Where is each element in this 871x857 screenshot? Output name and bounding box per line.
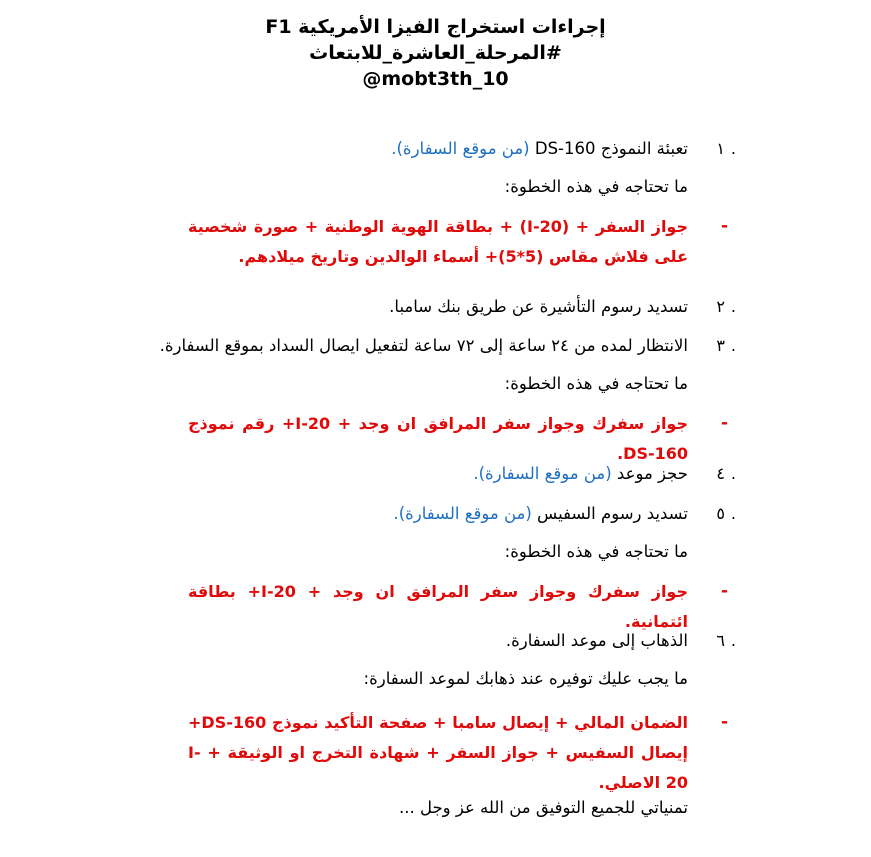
step-number: ١ . [716,139,736,158]
step-note: (من موقع السفارة). [473,464,612,483]
need-label: ما تحتاجه في هذه الخطوة: [504,177,688,196]
requirements-step5: جواز سفرك وجواز سفر المرافق ان وجد + I-20+ بطاقة ائتمانية. [188,582,688,631]
step-number: ٤ . [716,464,736,483]
title-block [0,14,871,92]
step-number: ٣ . [716,336,736,355]
requirements-step3: جواز سفرك وجواز سفر المرافق ان وجد + I-20+ رقم نموذج DS-160. [188,414,688,463]
bullet-dash: - [720,712,728,732]
need-label-visit: ما يجب عليك توفيره عند ذهابك لموعد السفارة: [363,669,688,688]
step-text: الذهاب إلى موعد السفارة. [505,631,688,650]
step-text: حجز موعد (من موقع السفارة). [473,464,688,483]
document-title: إجراءات استخراج الفيزا الأمريكية F1 [265,16,606,38]
step-number: ٢ . [716,297,736,316]
bullet-dash: - [720,581,728,601]
requirements-step6: الضمان المالي + إيصال سامبا + صفحة التأكيد نموذج DS-160+ إيصال السفيس + جواز السفر + شهادة التخرج او الوثيقة + I-20 الاصلي. [188,713,688,792]
bullet-dash: - [720,216,728,236]
step-note: (من موقع السفارة). [393,504,532,523]
requirements-step1: جواز السفر + (I-20) + بطاقة الهوية الوطنية + صورة شخصية على فلاش مقاس (5*5)+ أسماء الوالدين وتاريخ ميلادهم. [188,217,688,266]
step-text: تسديد رسوم السفيس (من موقع السفارة). [393,504,688,523]
step-text: تسديد رسوم التأشيرة عن طريق بنك سامبا. [389,297,688,316]
step-note: (من موقع السفارة). [391,139,530,158]
need-label: ما تحتاجه في هذه الخطوة: [504,542,688,561]
bullet-dash: - [720,413,728,433]
step-number: ٥ . [716,504,736,523]
closing-line: تمنياتي للجميع التوفيق من الله عز وجل ... [398,798,688,817]
need-label: ما تحتاجه في هذه الخطوة: [504,374,688,393]
step-text: الانتظار لمده من ٢٤ ساعة إلى ٧٢ ساعة لتفعيل ايصال السداد بموقع السفارة. [159,336,688,355]
twitter-handle: @mobt3th_10 [362,68,509,90]
hashtag-line: #المرحلة_العاشرة_للابتعاث [309,42,562,64]
step-number: ٦ . [716,631,736,650]
step-text: تعبئة النموذج DS-160 (من موقع السفارة). [391,139,688,158]
